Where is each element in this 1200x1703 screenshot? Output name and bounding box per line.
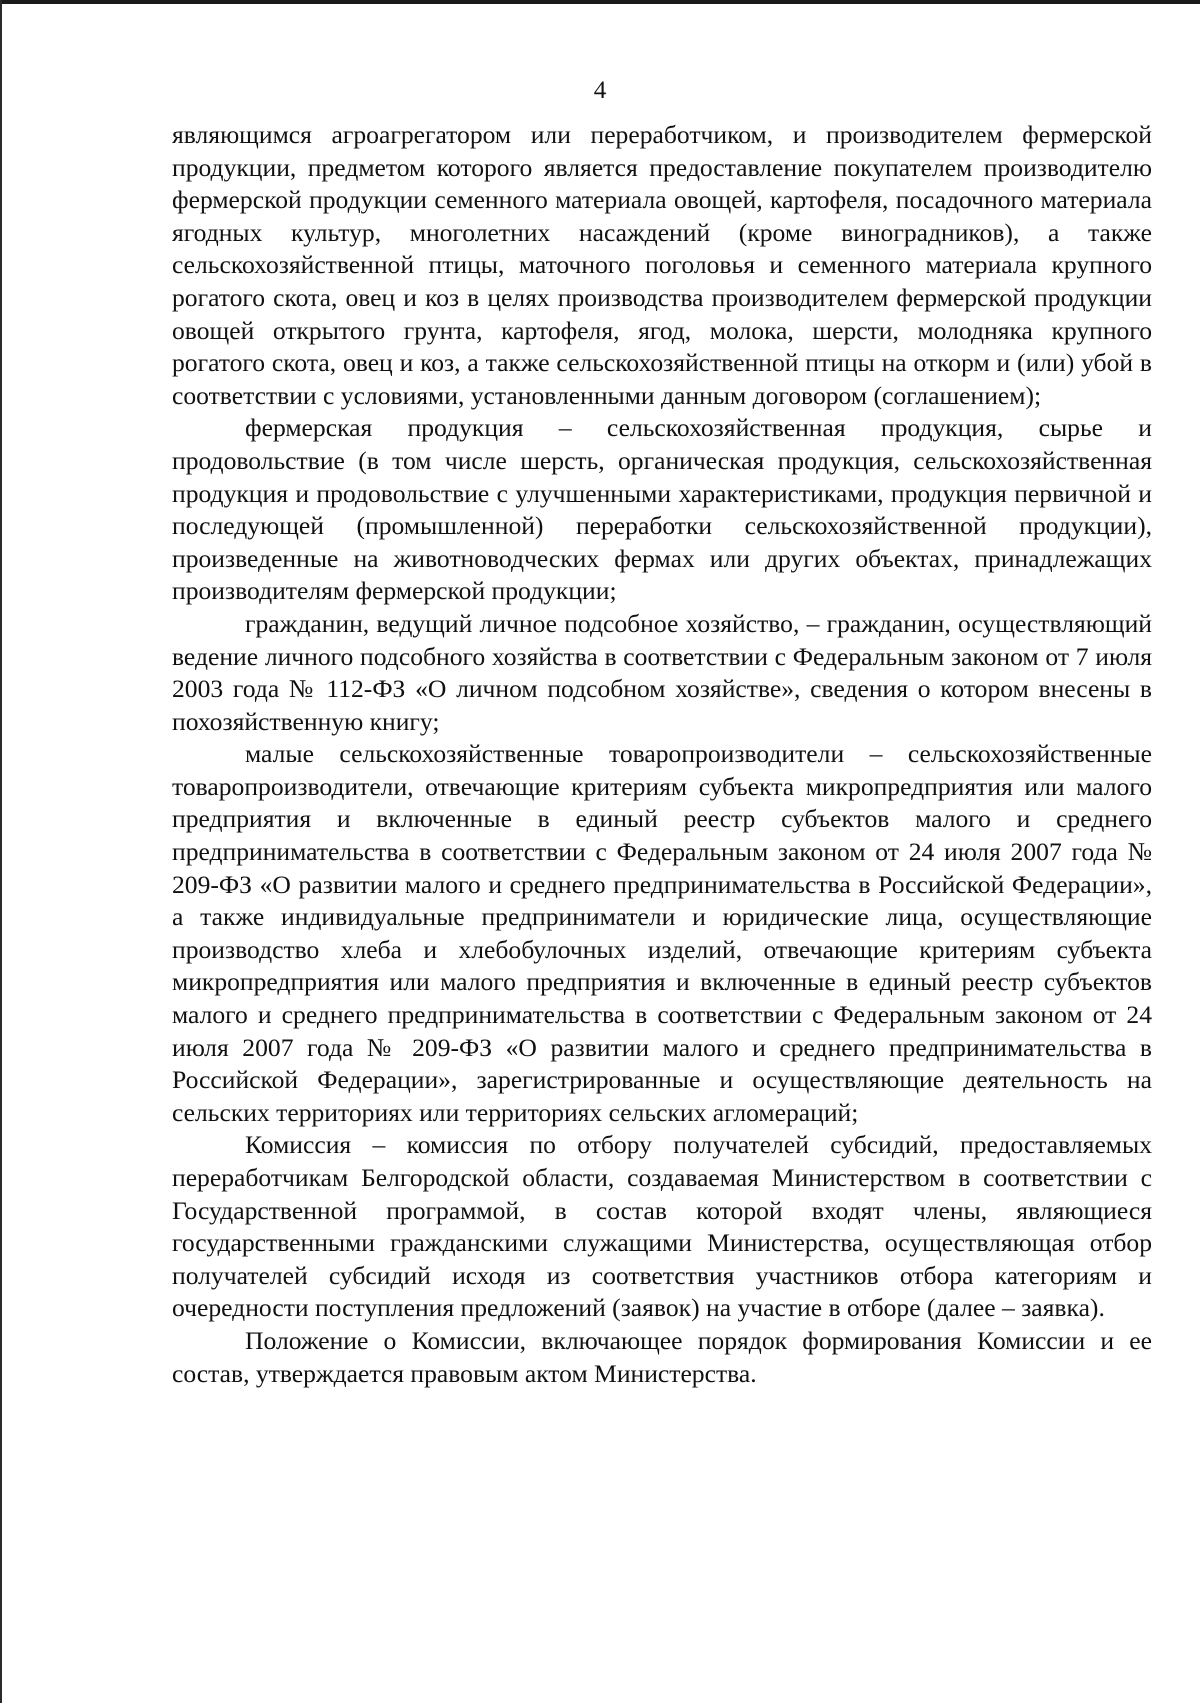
paragraph-commission-regulation: Положение о Комиссии, включающее порядок формирования Комиссии и ее состав, утверждается правовым актом Министерства. <box>172 1325 1152 1388</box>
page-number: 4 <box>593 77 607 104</box>
paragraph-small-producers-definition: малые сельскохозяйственные товаропроизводители – сельскохозяйственные товаропроизводители, отвечающие критериям субъекта микропредприятия или малого предприятия и включенные в единый реестр субъектов малого и среднего предпринимательства в соответствии с Федеральным законом от 24 июля 2007 года № 209-ФЗ «О развитии малого и среднего предпринимательства в Российской Федерации», а также индивидуальные предприниматели и юридические лица, осуществляющие производство хлеба и хлебобулочных изделий, отвечающие критериям субъекта микропредприятия или малого предприятия и включенные в единый реестр субъектов малого и среднего предпринимательства в соответствии с Федеральным законом от 24 июля 2007 года № 209-ФЗ «О развитии малого и среднего предпринимательства в Российской Федерации», зарегистрированные и осуществляющие деятельность на сельских территориях или территориях сельских агломераций; <box>172 739 1152 1127</box>
paragraph-commission-definition: Комиссия – комиссия по отбору получателей субсидий, предоставляемых переработчикам Белгородской области, создаваемая Министерством в соответствии с Государственной программой, в состав которой входят члены, являющиеся государственными гражданскими служащими Министерства, осуществляющая отбор получателей субсидий исходя из соответствия участников отбора категориям и очередности поступления предложений (заявок) на участие в отборе (далее – заявка). <box>172 1130 1152 1323</box>
scan-top-edge <box>0 0 1200 4</box>
document-body <box>172 119 1152 1390</box>
paragraph-agreement-definition: являющимся агроагрегатором или переработчиком, и производителем фермерской продукции, предметом которого является предоставление покупателем производителю фермерской продукции семенного материала овощей, картофеля, посадочного материала ягодных культур, многолетних насаждений (кроме виноградников), а также сельскохозяйственной птицы, маточного поголовья и семенного материала крупного рогатого скота, овец и коз в целях производства производителем фермерской продукции овощей открытого грунта, картофеля, ягод, молока, шерсти, молодняка крупного рогатого скота, овец и коз, а также сельскохозяйственной птицы на откорм и (или) убой в соответствии с условиями, установленными данным договором (соглашением); <box>172 120 1152 410</box>
scan-left-edge <box>0 0 2 1703</box>
paragraph-citizen-household-definition: гражданин, ведущий личное подсобное хозяйство, – гражданин, осуществляющий ведение личного подсобного хозяйства в соответствии с Федеральным законом от 7 июля 2003 года № 112-ФЗ «О личном подсобном хозяйстве», сведения о котором внесены в похозяйственную книгу; <box>172 608 1152 736</box>
paragraph-farm-products-definition: фермерская продукция – сельскохозяйственная продукция, сырье и продовольствие (в том числе шерсть, органическая продукция, сельскохозяйственная продукция и продовольствие с улучшенными характеристиками, продукция первичной и последующей (промышленной) переработки сельскохозяйственной продукции), произведенные на животноводческих фермах или других объектах, принадлежащих производителям фермерской продукции; <box>172 413 1152 606</box>
